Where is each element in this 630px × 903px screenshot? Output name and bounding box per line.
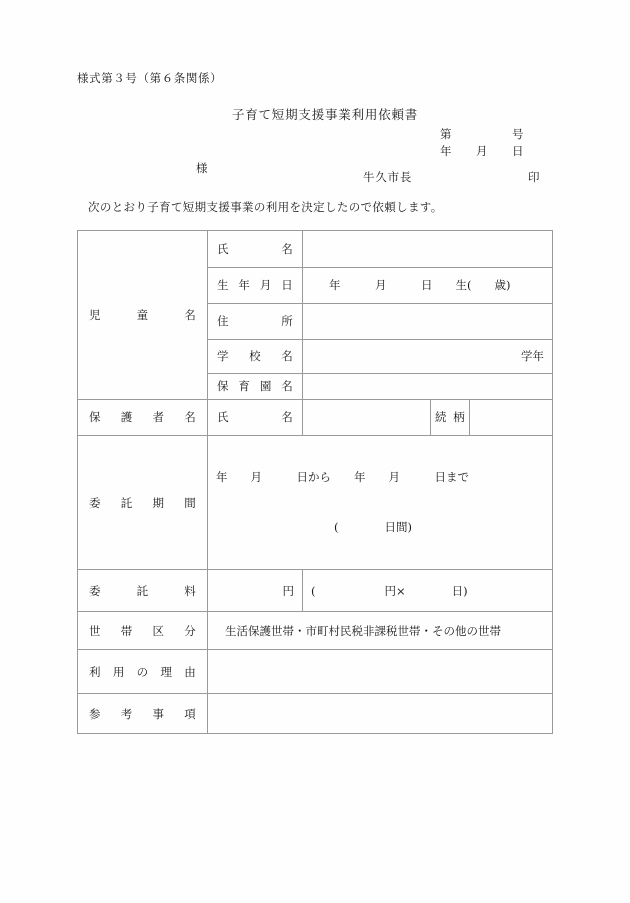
addressee-suffix: 様: [196, 161, 208, 175]
fee-amount-cell[interactable]: [208, 570, 303, 612]
household-label: 世帯区分: [89, 623, 196, 638]
period-value: [208, 436, 552, 569]
request-form-table: [77, 230, 553, 734]
fee-amount-unit: 円: [282, 583, 294, 598]
table-row: [78, 231, 553, 268]
guardian-section-label: 保護者名: [89, 410, 196, 425]
page-title: 子育て短期支援事業利用依頼書: [231, 107, 419, 122]
period-label-cell: [78, 436, 208, 570]
child-birthdate-label-cell: [208, 268, 303, 304]
child-name-value-cell[interactable]: [303, 231, 553, 268]
reason-value-cell[interactable]: [208, 650, 553, 694]
fee-detail: ( 円× 日): [311, 583, 468, 598]
document-date-field: 年 月 日: [440, 144, 524, 158]
child-birthdate-label: 生年月日: [217, 278, 293, 293]
child-school-label-cell: [208, 340, 303, 374]
relation-value-cell[interactable]: [470, 400, 553, 436]
child-address-label-cell: [208, 304, 303, 340]
seal-icon: 印: [528, 170, 540, 184]
child-nursery-label: 保育園名: [217, 379, 293, 394]
child-school-label: 学校名: [217, 349, 293, 364]
notes-label: 参考事項: [89, 706, 196, 721]
child-birthdate-value: 年 月 日 生( 歳): [329, 278, 511, 293]
child-birthdate-value-cell[interactable]: [303, 268, 553, 304]
household-value: 生活保護世帯・市町村民税非課税世帯・その他の世帯: [225, 623, 501, 638]
table-row: [78, 650, 553, 694]
child-school-grade-suffix: 学年: [521, 349, 544, 364]
reason-label: 利用の理由: [89, 664, 196, 679]
document-number-field: 第 号: [440, 127, 524, 141]
child-address-label: 住所: [217, 314, 293, 329]
fee-label-cell: [78, 570, 208, 612]
period-value-cell[interactable]: [208, 436, 553, 570]
fee-detail-cell[interactable]: [303, 570, 553, 612]
child-school-value-cell[interactable]: [303, 340, 553, 374]
child-section-label: 児童名: [89, 307, 196, 322]
table-row: [78, 570, 553, 612]
table-row: [78, 400, 553, 436]
form-number: 様式第３号（第６条関係）: [77, 71, 223, 85]
period-label: 委託期間: [89, 495, 196, 510]
child-nursery-label-cell: [208, 374, 303, 400]
guardian-name-value-cell[interactable]: [303, 400, 431, 436]
relation-label: 続柄: [435, 410, 465, 425]
child-name-label-cell: [208, 231, 303, 268]
notes-label-cell: [78, 694, 208, 734]
table-row: [78, 436, 553, 570]
intro-sentence: 次のとおり子育て短期支援事業の利用を決定したので依頼します。: [88, 200, 443, 214]
table-row: [78, 694, 553, 734]
guardian-name-label: 氏名: [217, 410, 293, 425]
issuer-name: 牛久市長: [363, 170, 413, 184]
child-address-value-cell[interactable]: [303, 304, 553, 340]
guardian-section-label-cell: [78, 400, 208, 436]
table-row: [78, 612, 553, 650]
relation-label-cell: [431, 400, 470, 436]
household-label-cell: [78, 612, 208, 650]
child-nursery-value-cell[interactable]: [303, 374, 553, 400]
guardian-name-label-cell: [208, 400, 303, 436]
fee-label: 委託料: [89, 583, 196, 598]
child-section-label-cell: [78, 231, 208, 400]
period-line-1: 年 月 日から 年 月 日まで: [216, 470, 469, 485]
household-value-cell[interactable]: [208, 612, 553, 650]
reason-label-cell: [78, 650, 208, 694]
notes-value-cell[interactable]: [208, 694, 553, 734]
child-name-label: 氏名: [217, 241, 293, 256]
period-line-2: ( 日間): [334, 520, 412, 535]
